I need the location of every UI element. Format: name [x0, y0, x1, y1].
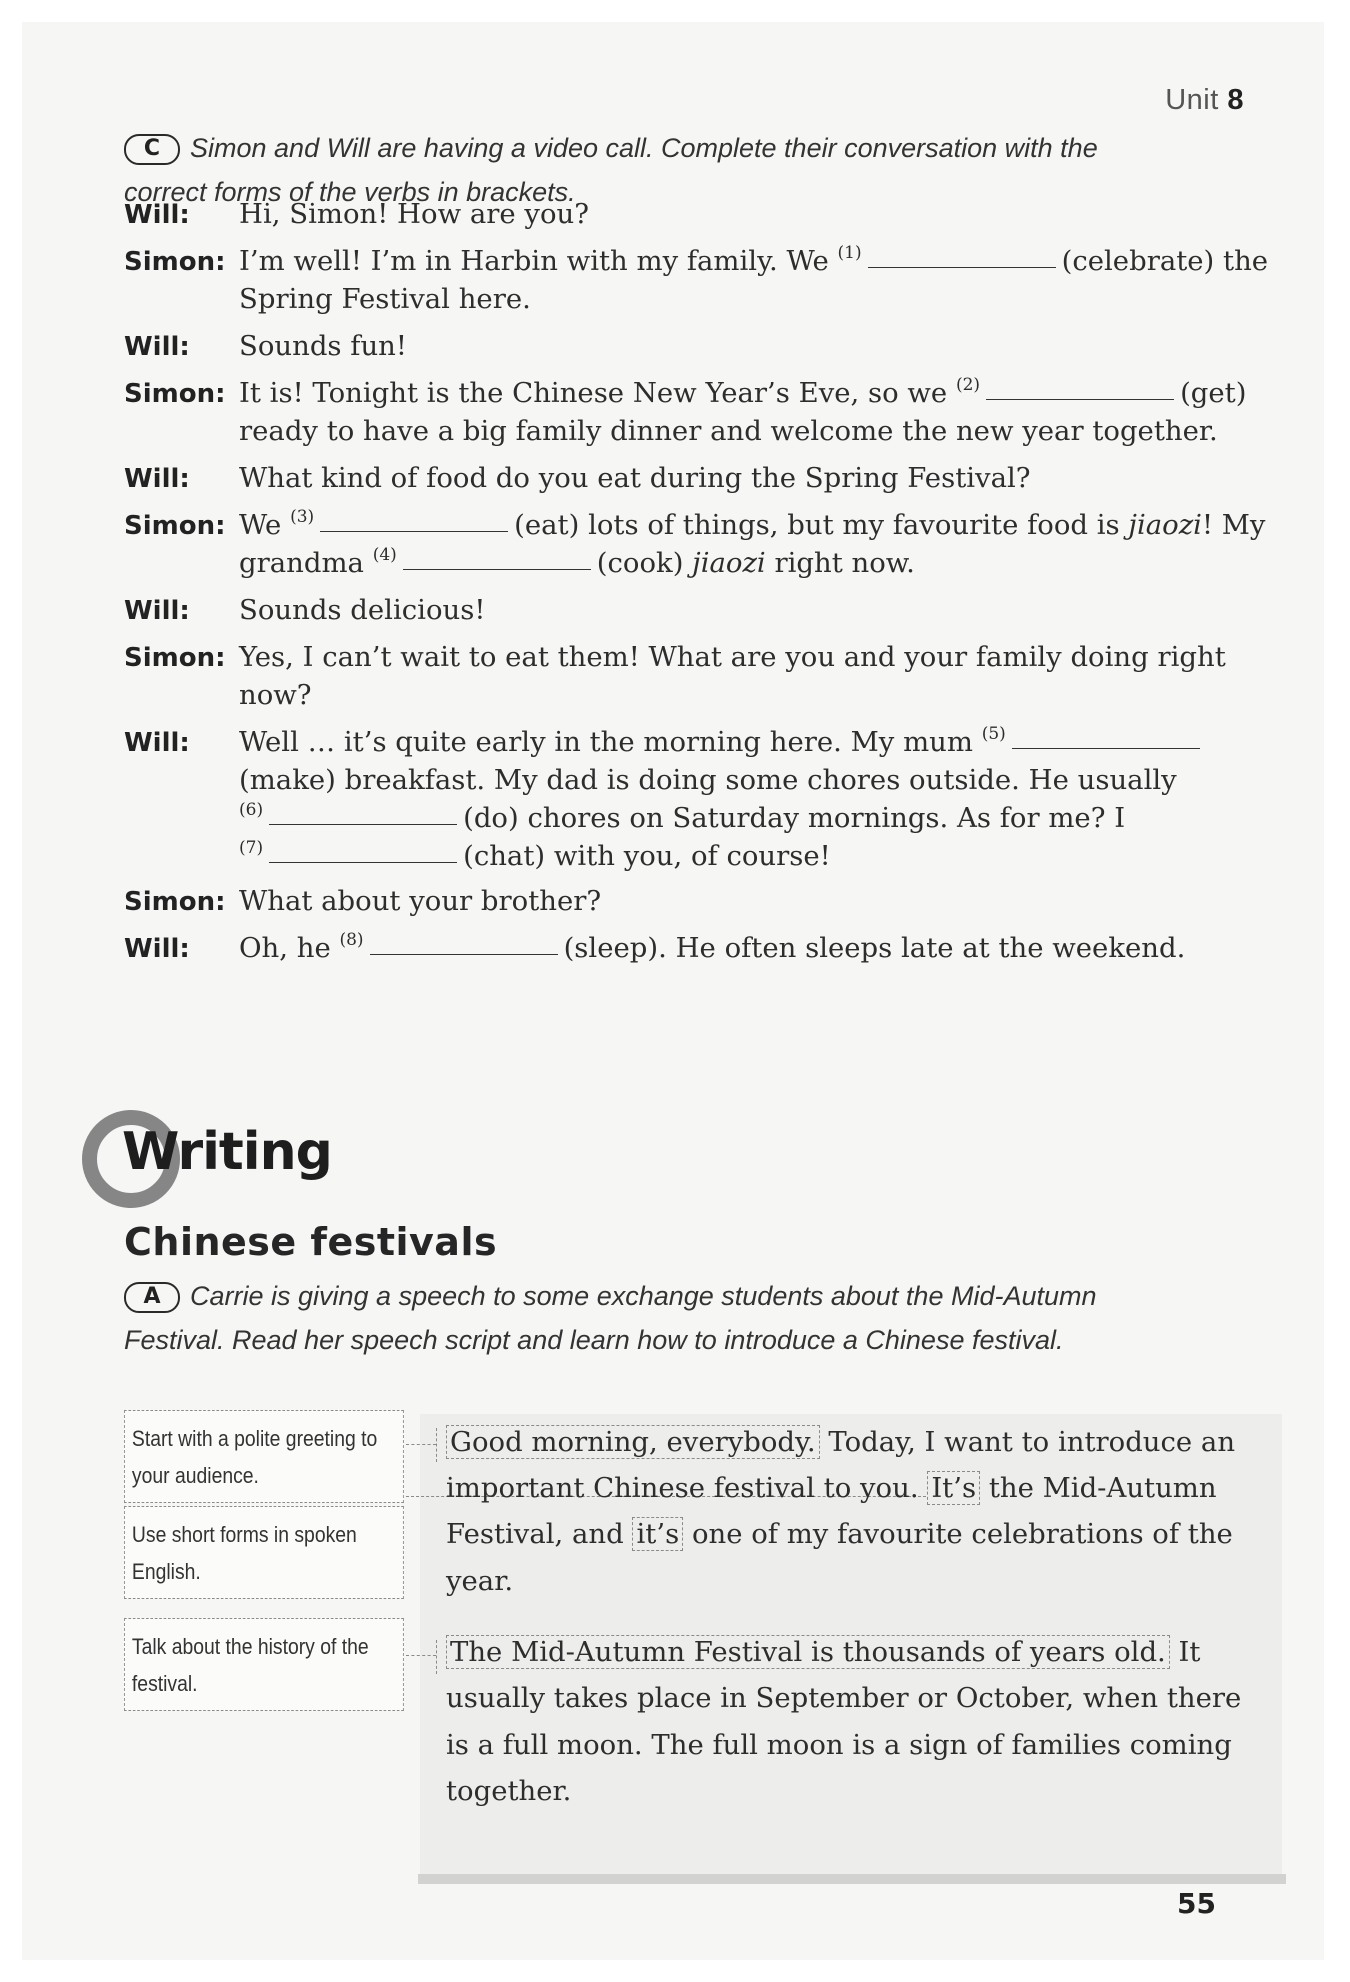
panel-shadow	[418, 1874, 1286, 1884]
tip-note: Start with a polite greeting to your audience.	[124, 1410, 404, 1503]
script-line: year.	[446, 1565, 514, 1597]
script-line: usually takes place in September or October, when there	[446, 1682, 1242, 1714]
note-connector	[436, 1640, 437, 1674]
answer-blank-8[interactable]	[370, 945, 558, 955]
note-connector	[406, 1655, 436, 1656]
writing-heading: Writing	[122, 1122, 332, 1182]
greeting-highlight: Good morning, everybody.	[446, 1425, 820, 1459]
tip-note: Talk about the history of the festival.	[124, 1618, 404, 1711]
script-line: The Mid-Autumn Festival is thousands of years old. It	[446, 1636, 1200, 1668]
note-connector	[436, 1428, 437, 1462]
answer-blank-4[interactable]	[403, 560, 591, 570]
short-form-highlight: It’s	[927, 1471, 980, 1505]
exercise-c-instruction: C Simon and Will are having a video call. Complete their conversation with the correct forms of the verbs in brackets.	[124, 133, 1098, 207]
answer-blank-6[interactable]	[269, 815, 457, 825]
exercise-c-badge: C	[124, 134, 180, 165]
answer-blank-1[interactable]	[868, 258, 1056, 268]
script-line: important Chinese festival to you. It’s the Mid-Autumn	[446, 1472, 1217, 1504]
answer-blank-3[interactable]	[320, 522, 508, 532]
history-highlight: The Mid-Autumn Festival is thousands of years old.	[446, 1635, 1170, 1669]
answer-blank-2[interactable]	[986, 390, 1174, 400]
exercise-a-instruction: A Carrie is giving a speech to some exchange students about the Mid-Autumn Festival. Read her speech script and learn how to introduce a Chinese festival.	[124, 1281, 1097, 1355]
tip-note: Use short forms in spoken English.	[124, 1506, 404, 1599]
note-connector	[406, 1444, 436, 1445]
workbook-page: Unit 8 C Simon and Will are having a video call. Complete their conversation with the correct forms of the verbs in brackets. Will: Hi, Simon! How are you? Simon: I’m well! I’m in Harbin with my family. We $^{(1)}$ (celebrate) the Spring Festival here. Will: Sounds fun! Simon: It is! Tonight is the Chinese New Year’s Eve, so we $^{(2)}$ (get) ready to have a big family dinner and welcome the new year together. Will: What kind of food do you eat during the Spring Festival? Simon: We $^{(3)}$ (eat) lots of things, but my favourite food is jiaozi! My grandma $^{(4)}$ (cook) jiaozi right now. Will: Sounds delicious! Simon: Yes, I can’t wait to eat them! What are you and your family doing right now? Will: Well … it’s quite early in the morning here. My mum $^{(5)}$ (make) breakfast. My dad is doing some chores outside. He usually $^{(6)}$ (do) chores on Saturday mornings. As for me? I $^{(7)}$ (chat) with you, of course! Simon: What about your brother? Will: Oh, he $^{(8)}$ (sleep). He often sleeps late at the weekend. Writing Chinese festivals A Carrie is giving a speech to some exchange students about the Mid-Autumn Festival. Read her speech script and learn how to introduce a Chinese festival. Start with a polite greeting to your audience. Use short forms in spoken English. Talk about the history of the festival. Good morning, everybody. Today, I want to introduce an important Chinese festival to you. It’s the Mid-Autumn Festival, and it’s one of my favourite celebrations of the year. The Mid-Autumn Festival is thousands of years old. It usually takes place in September or October, when there is a full moon. The full moon is a sign of families coming together. 55	[22, 22, 1324, 1960]
script-line: is a full moon. The full moon is a sign of families coming	[446, 1729, 1232, 1761]
script-line: Festival, and it’s one of my favourite celebrations of the	[446, 1518, 1233, 1550]
answer-blank-7[interactable]	[269, 853, 457, 863]
script-line: together.	[446, 1775, 572, 1807]
section-title: Chinese festivals	[124, 1220, 498, 1264]
page-number: 55	[1177, 1887, 1216, 1920]
short-form-highlight: it’s	[632, 1517, 683, 1551]
answer-blank-5[interactable]	[1012, 739, 1200, 749]
unit-label: Unit 8	[1165, 84, 1244, 116]
exercise-a-badge: A	[124, 1282, 180, 1313]
script-line: Good morning, everybody. Today, I want to introduce an	[446, 1426, 1235, 1458]
